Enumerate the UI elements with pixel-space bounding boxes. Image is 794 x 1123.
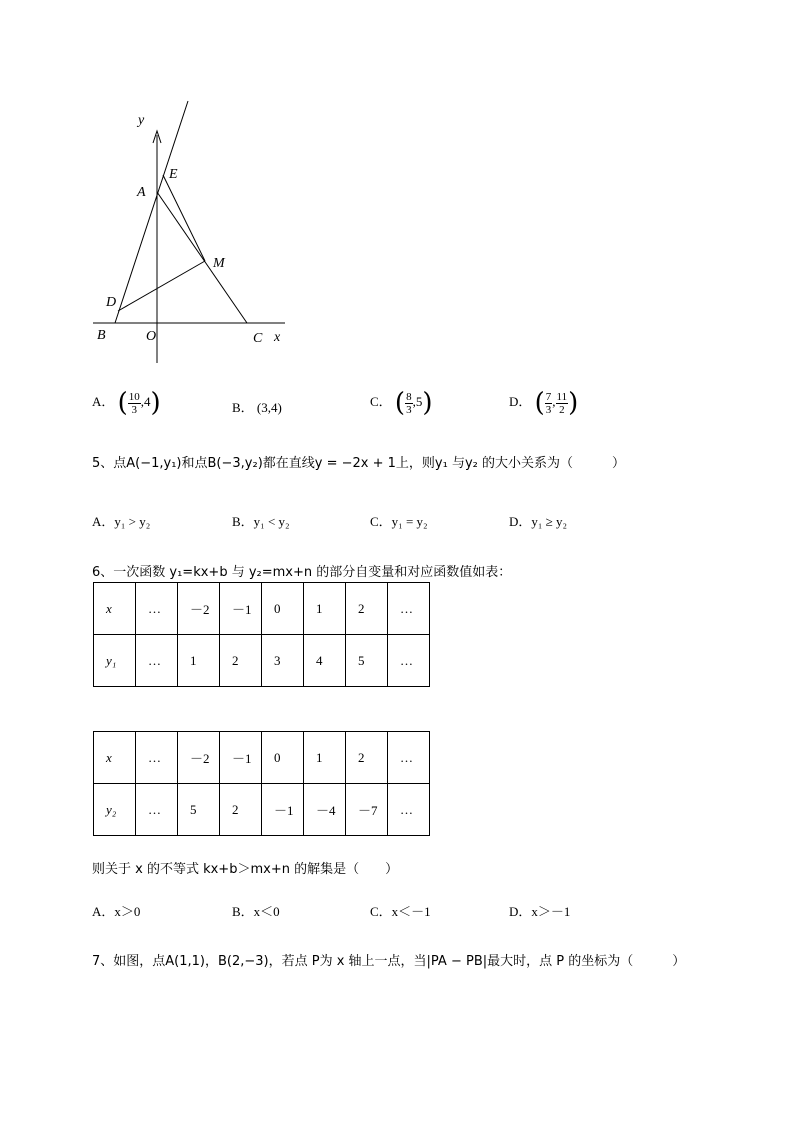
table-row [94,635,430,687]
table-cell: 5 [178,784,220,836]
frac-num: 10 [128,390,140,403]
table-cell: … [136,635,178,687]
table-cell: －2 [178,732,220,784]
q6-option-a[interactable]: A．x＞0 [92,904,141,919]
frac-num: 7 [545,390,552,403]
line-EM [163,175,205,261]
value-table-y1 [93,582,430,687]
table-cell: 2 [346,583,388,635]
option-letter: B． [232,400,254,415]
table-cell: 1 [304,732,346,784]
line-DM [118,261,205,311]
q4-option-a[interactable]: A． ( $\frac{10}{3}$ ,4) [92,388,161,418]
option-rest: ,5 [412,393,423,409]
table-cell: … [136,732,178,784]
table-cell: 1 [304,583,346,635]
label-A: A [137,185,146,200]
table-cell: 2 [220,635,262,687]
q5-option-d[interactable]: D．y₁ ≥ y₂ [509,514,568,529]
table-cell: －1 [262,784,304,836]
table-cell: 2 [220,784,262,836]
label-E: E [169,167,178,182]
option-rest: ,4 [140,393,151,409]
label-y: y [138,113,145,128]
table-cell: －1 [220,732,262,784]
table-cell: 3 [262,635,304,687]
frac-den: 2 [559,403,565,416]
label-C: C [253,331,263,346]
table-cell: y₁ [94,635,136,687]
q6-option-d[interactable]: D．x＞－1 [509,904,571,919]
frac-den: 3 [131,403,138,416]
geometry-figure [85,95,300,365]
table-cell: －7 [346,784,388,836]
table-cell: 2 [346,732,388,784]
table-cell: … [388,732,430,784]
q6-option-b[interactable]: B．x＜0 [232,904,280,919]
table-row [94,784,430,836]
label-B: B [97,328,106,343]
table-cell: y₂ [94,784,136,836]
value-table-y2 [93,731,430,836]
table-cell: 4 [304,635,346,687]
option-letter: D． [509,393,532,409]
question-5-text: 5、点A(−1,y₁)和点B(−3,y₂)都在直线y = −2x + 1上，则y₁ 与y₂ 的大小关系为（ ） [92,456,625,471]
option-letter: C． [370,393,392,409]
q5-option-a[interactable]: A．y₁ > y₂ [92,514,151,529]
frac-num: 8 [406,390,412,403]
table-cell: 0 [262,583,304,635]
table-cell: －2 [178,583,220,635]
frac-den: 3 [406,403,412,416]
question-7-text: 7、如图，点A(1,1)，B(2,−3)，若点 P为 x 轴上一点，当|PA − PB|最大时，点 P 的坐标为（ ） [92,954,686,969]
table-cell: … [388,583,430,635]
table-cell: －1 [220,583,262,635]
label-M: M [213,256,225,271]
option-value: (3,4) [256,400,282,415]
q5-option-c[interactable]: C．y₁ = y₂ [370,514,428,529]
label-D: D [106,295,117,310]
table-cell: … [388,784,430,836]
frac-num: 11 [556,390,568,403]
table-cell: 1 [178,635,220,687]
q6-option-c[interactable]: C．x＜－1 [370,904,431,919]
table-cell: … [388,635,430,687]
label-O: O [146,329,157,344]
q4-option-b[interactable] [232,397,282,416]
table-cell: x [94,732,136,784]
question-6-inequality: 则关于 x 的不等式 kx+b＞mx+n 的解集是（ ） [92,862,399,877]
table-cell: 5 [346,635,388,687]
table-row [94,583,430,635]
table-cell: x [94,583,136,635]
q5-option-b[interactable]: B．y₁ < y₂ [232,514,290,529]
table-cell: … [136,784,178,836]
question-6-text: 6、一次函数 y₁=kx+b 与 y₂=mx+n 的部分自变量和对应函数值如表： [92,565,512,580]
table-cell: 0 [262,732,304,784]
frac-den: 3 [545,403,552,416]
label-x: x [274,330,281,345]
line-AC [157,192,247,323]
table-row [94,732,430,784]
line-BE [115,101,188,323]
q4-option-d[interactable]: D． ( $\frac{7}{3}$ , $\frac{11}{2}$ ) [509,388,579,418]
table-cell: … [136,583,178,635]
table-cell: －4 [304,784,346,836]
option-letter: A． [92,393,115,409]
q4-option-c[interactable]: C． ( $\frac{8}{3}$ ,5) [370,388,433,418]
